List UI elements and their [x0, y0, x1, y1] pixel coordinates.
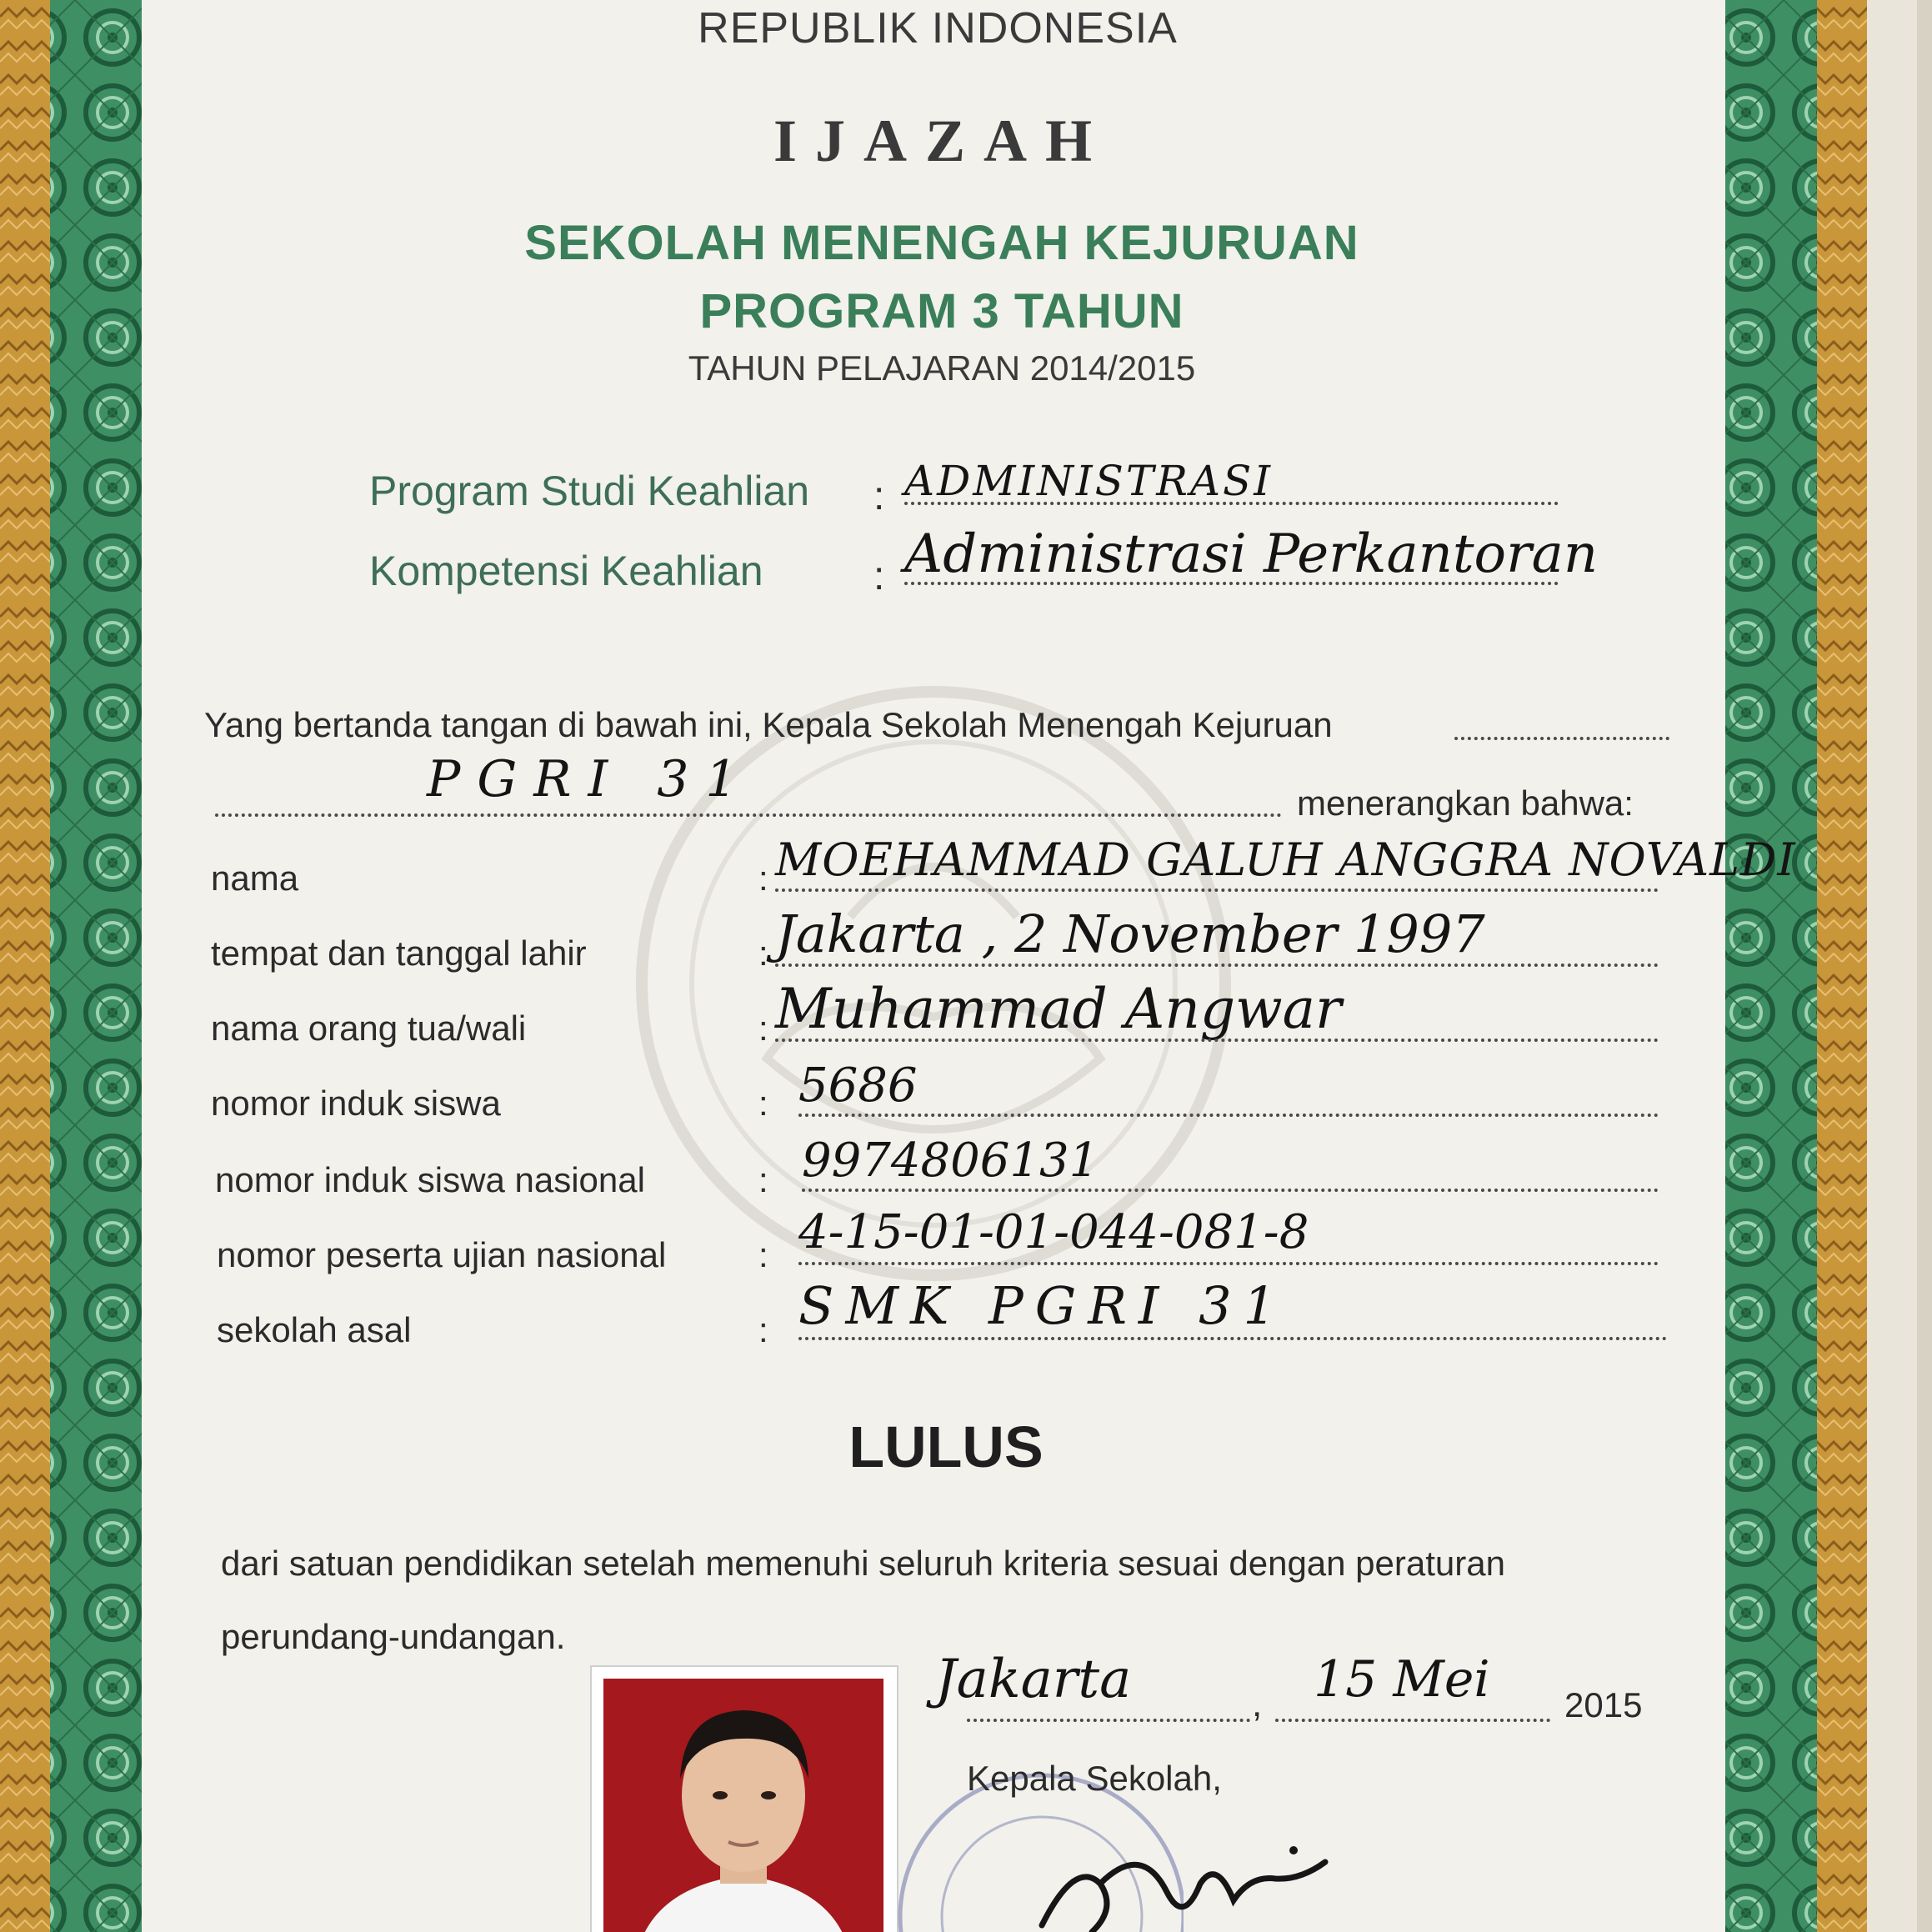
signature-day-month: 15 Mei: [1314, 1650, 1490, 1709]
field-label-nis: nomor induk siswa: [211, 1084, 501, 1123]
field-dotted-line: [775, 888, 1659, 892]
signature-position: Kepala Sekolah,: [967, 1759, 1222, 1798]
field-label-tempat-tanggal-lahir: tempat dan tanggal lahir: [211, 933, 587, 973]
field-label-sekolah-asal: sekolah asal: [217, 1310, 412, 1349]
field-dotted-line: [798, 1114, 1659, 1117]
colon: :: [758, 933, 768, 973]
closing-text-line1: dari satuan pendidikan setelah memenuhi seluruh kriteria sesuai dengan peraturan: [221, 1544, 1505, 1583]
colon: :: [758, 858, 768, 898]
school-type-heading: SEKOLAH MENENGAH KEJURUAN: [524, 216, 1359, 270]
colon: :: [873, 474, 885, 518]
field-value-tempat-tanggal-lahir: Jakarta , 2 November 1997: [775, 903, 1485, 964]
kompetensi-label: Kompetensi Keahlian: [369, 548, 763, 594]
field-value-nisn: 9974806131: [802, 1134, 1099, 1188]
program-studi-label: Program Studi Keahlian: [369, 468, 810, 514]
colon: :: [758, 1310, 768, 1349]
statement-intro: Yang bertanda tangan di bawah ini, Kepala Sekolah Menengah Kejuruan: [204, 705, 1333, 744]
field-dotted-line: [775, 963, 1659, 967]
statement-intro-dotted-line: [1454, 737, 1669, 740]
field-dotted-line: [775, 1039, 1659, 1042]
field-label-nama: nama: [211, 858, 299, 898]
school-name-dotted-line: [215, 813, 1282, 817]
closing-text-line2: perundang-undangan.: [221, 1617, 566, 1656]
program-studi-dotted-line: [904, 502, 1559, 505]
field-value-nis: 5686: [798, 1059, 918, 1113]
republic-heading: REPUBLIK INDONESIA: [698, 4, 1178, 53]
kompetensi-value: Administrasi Perkantoran: [904, 523, 1599, 585]
explains-text: menerangkan bahwa:: [1297, 783, 1634, 823]
signature-place: Jakarta: [935, 1649, 1132, 1710]
result-heading: LULUS: [848, 1414, 1044, 1479]
field-dotted-line: [798, 1337, 1667, 1340]
field-dotted-line: [802, 1189, 1659, 1192]
field-label-nisn: nomor induk siswa nasional: [215, 1160, 645, 1199]
student-photo: [603, 1679, 883, 1932]
field-label-nopes-un: nomor peserta ujian nasional: [217, 1235, 667, 1274]
colon: :: [758, 1160, 768, 1199]
program-heading: PROGRAM 3 TAHUN: [699, 284, 1184, 338]
field-label-orang-tua: nama orang tua/wali: [211, 1009, 527, 1048]
field-value-nopes-un: 4-15-01-01-044-081-8: [798, 1205, 1309, 1259]
colon: :: [873, 554, 885, 598]
principal-signature: [1025, 1825, 1342, 1932]
field-value-orang-tua: Muhammad Angwar: [775, 977, 1342, 1041]
field-value-sekolah-asal: SMK PGRI 31: [798, 1275, 1289, 1336]
colon: :: [758, 1235, 768, 1274]
signature-comma: ,: [1252, 1684, 1263, 1724]
field-dotted-line: [798, 1262, 1659, 1265]
student-photo-frame: [590, 1665, 898, 1932]
signature-year: 2015: [1564, 1685, 1643, 1724]
signature-place-dotted-line: [967, 1719, 1250, 1722]
kompetensi-dotted-line: [904, 582, 1559, 585]
academic-year: TAHUN PELAJARAN 2014/2015: [688, 348, 1196, 388]
program-studi-value: ADMINISTRASI: [904, 457, 1274, 505]
document-title: IJAZAH: [773, 108, 1111, 174]
signature-date-dotted-line: [1275, 1719, 1550, 1722]
colon: :: [758, 1009, 768, 1048]
school-name-handwritten: PGRI 31: [427, 750, 754, 808]
field-value-nama: MOEHAMMAD GALUH ANGGRA NOVALDI: [775, 833, 1796, 886]
colon: :: [758, 1084, 768, 1123]
